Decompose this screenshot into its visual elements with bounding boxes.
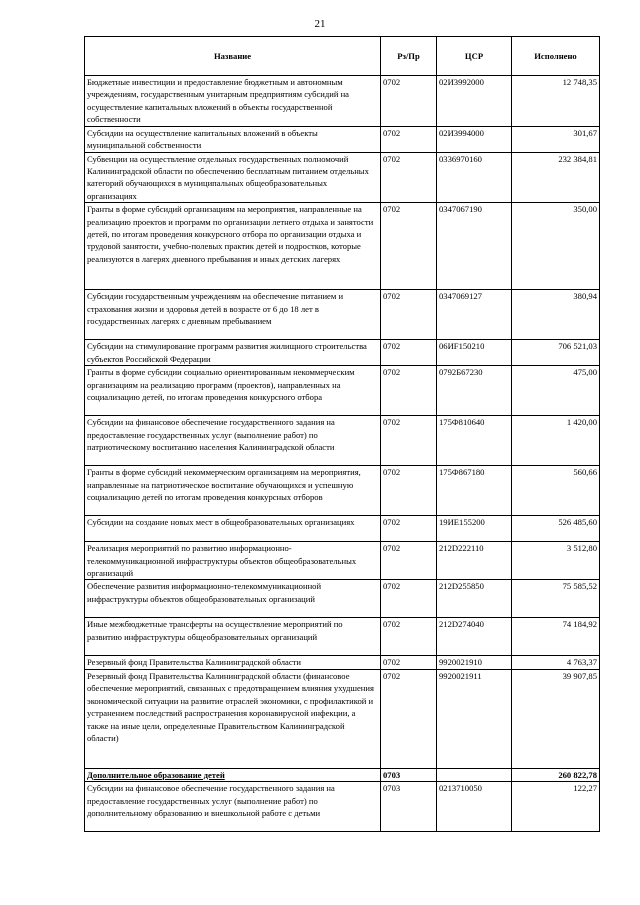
row-name: Субвенции на осуществление отдельных государственных полномочий Калининградской области по обеспечению бесплатным питанием отдельных категорий обучающихся в муниципальных общеобразовательных организациях <box>85 152 381 203</box>
row-rzpr: 0702 <box>381 152 437 203</box>
table-row <box>85 542 600 580</box>
row-name: Субсидии на осуществление капитальных вложений в объекты муниципальной собственности <box>85 126 381 152</box>
row-csr: 212D222110 <box>437 542 512 580</box>
row-amount: 3 512,80 <box>512 542 600 580</box>
row-name: Субсидии на финансовое обеспечение государственного задания на предоставление государственных услуг (выполнение работ) по патриотическому воспитанию населения Калининградской области <box>85 416 381 466</box>
row-csr: 0347067190 <box>437 203 512 290</box>
row-csr: 02И3994000 <box>437 126 512 152</box>
row-name: Резервный фонд Правительства Калининградской области <box>85 656 381 669</box>
row-csr: 175Ф867180 <box>437 466 512 516</box>
row-amount: 12 748,35 <box>512 76 600 127</box>
row-rzpr: 0702 <box>381 618 437 656</box>
table-row <box>85 618 600 656</box>
row-amount: 74 184,92 <box>512 618 600 656</box>
table-row <box>85 782 600 832</box>
row-name: Гранты в форме субсидий организациям на мероприятия, направленные на реализацию проектов и программ по организации летнего отдыха и занятости детей, по итогам проведения конкурсного отбора по организации отдыха и трудовой занятости, учебно-полевых практик детей и подростков, которые реализуются в лагерях дневного пребывания и иных детских лагерях <box>85 203 381 290</box>
row-rzpr: 0702 <box>381 580 437 618</box>
table-row <box>85 656 600 669</box>
row-amount: 260 822,78 <box>512 768 600 781</box>
row-rzpr: 0702 <box>381 466 437 516</box>
table-row-section-total <box>85 768 600 781</box>
row-amount: 475,00 <box>512 366 600 416</box>
table-header-row <box>85 37 600 76</box>
row-name: Бюджетные инвестиции и предоставление бюджетным и автономным учреждениям, государственным унитарным предприятиям субсидий на осуществление капитальных вложений в объекты государственной собственности <box>85 76 381 127</box>
table-row <box>85 290 600 340</box>
row-amount: 1 420,00 <box>512 416 600 466</box>
row-amount: 232 384,81 <box>512 152 600 203</box>
row-rzpr: 0702 <box>381 542 437 580</box>
row-name: Обеспечение развития информационно-телекоммуникационной инфраструктуры объектов общеобразовательных организаций <box>85 580 381 618</box>
row-rzpr: 0702 <box>381 290 437 340</box>
row-amount: 301,67 <box>512 126 600 152</box>
row-csr: 9920021910 <box>437 656 512 669</box>
table-row <box>85 203 600 290</box>
table-row <box>85 466 600 516</box>
table-row <box>85 76 600 127</box>
budget-execution-table <box>84 36 600 832</box>
row-name: Гранты в форме субсидии социально ориентированным некоммерческим организациям на реализацию программ (проектов), направленных на социализацию детей, по итогам проведения конкурсного отбора <box>85 366 381 416</box>
row-csr: 0213710050 <box>437 782 512 832</box>
page-number: 21 <box>314 18 326 30</box>
row-csr: 0792Б67230 <box>437 366 512 416</box>
row-csr: 0336970160 <box>437 152 512 203</box>
header-executed: Исполнено <box>512 37 600 76</box>
row-name: Субсидии на создание новых мест в общеобразовательных организациях <box>85 516 381 542</box>
row-amount: 380,94 <box>512 290 600 340</box>
row-rzpr: 0702 <box>381 656 437 669</box>
row-csr: 0347069127 <box>437 290 512 340</box>
row-name: Субсидии на финансовое обеспечение государственного задания на предоставление государственных услуг (выполнение работ) по дополнительному образованию и внешкольной работе с детьми <box>85 782 381 832</box>
row-rzpr: 0702 <box>381 366 437 416</box>
row-amount: 39 907,85 <box>512 669 600 768</box>
row-name: Реализация мероприятий по развитию информационно-телекоммуникационной инфраструктуры объектов общеобразовательных организаций <box>85 542 381 580</box>
row-rzpr: 0702 <box>381 516 437 542</box>
table-row <box>85 366 600 416</box>
row-amount: 122,27 <box>512 782 600 832</box>
row-name: Иные межбюджетные трансферты на осуществление мероприятий по развитию инфраструктуры общеобразовательных организаций <box>85 618 381 656</box>
row-name: Дополнительное образование детей <box>85 768 381 781</box>
row-name: Гранты в форме субсидий некоммерческим организациям на мероприятия, направленные на патриотическое воспитание обучающихся и успешную социализацию детей по итогам проведения конкурсных отборов <box>85 466 381 516</box>
row-rzpr: 0702 <box>381 76 437 127</box>
row-rzpr: 0702 <box>381 203 437 290</box>
row-rzpr: 0702 <box>381 669 437 768</box>
row-csr: 06ИF150210 <box>437 340 512 366</box>
row-csr: 212D274040 <box>437 618 512 656</box>
row-csr: 02И3992000 <box>437 76 512 127</box>
row-amount: 560,66 <box>512 466 600 516</box>
table-row <box>85 516 600 542</box>
header-name: Название <box>85 37 381 76</box>
table-row <box>85 669 600 768</box>
row-rzpr: 0703 <box>381 768 437 781</box>
row-name: Резервный фонд Правительства Калининградской области (финансовое обеспечение мероприятий, связанных с предотвращением влияния ухудшения экономической ситуации на развитие отраслей экономики, с профилактикой и устранением последствий распространения коронавирусной инфекции, а также на иные цели, определенные Правительством Калининградской области) <box>85 669 381 768</box>
row-csr: 9920021911 <box>437 669 512 768</box>
row-rzpr: 0703 <box>381 782 437 832</box>
row-name: Субсидии на стимулирование программ развития жилищного строительства субъектов Российской Федерации <box>85 340 381 366</box>
row-amount: 350,00 <box>512 203 600 290</box>
row-csr: 19ИЕ155200 <box>437 516 512 542</box>
row-csr: 212D255850 <box>437 580 512 618</box>
table-row <box>85 580 600 618</box>
table-row <box>85 340 600 366</box>
row-rzpr: 0702 <box>381 340 437 366</box>
row-amount: 706 521,03 <box>512 340 600 366</box>
row-name: Субсидии государственным учреждениям на обеспечение питанием и страхования жизни и здоровья детей в возрасте от 6 до 18 лет в государственных лагерях с дневным пребыванием <box>85 290 381 340</box>
row-rzpr: 0702 <box>381 416 437 466</box>
row-csr: 175Ф810640 <box>437 416 512 466</box>
row-csr <box>437 768 512 781</box>
table-row <box>85 416 600 466</box>
header-csr: ЦСР <box>437 37 512 76</box>
row-amount: 75 585,52 <box>512 580 600 618</box>
row-rzpr: 0702 <box>381 126 437 152</box>
row-amount: 4 763,37 <box>512 656 600 669</box>
row-amount: 526 485,60 <box>512 516 600 542</box>
table-row <box>85 152 600 203</box>
table-row <box>85 126 600 152</box>
header-rzpr: Рз/Пр <box>381 37 437 76</box>
